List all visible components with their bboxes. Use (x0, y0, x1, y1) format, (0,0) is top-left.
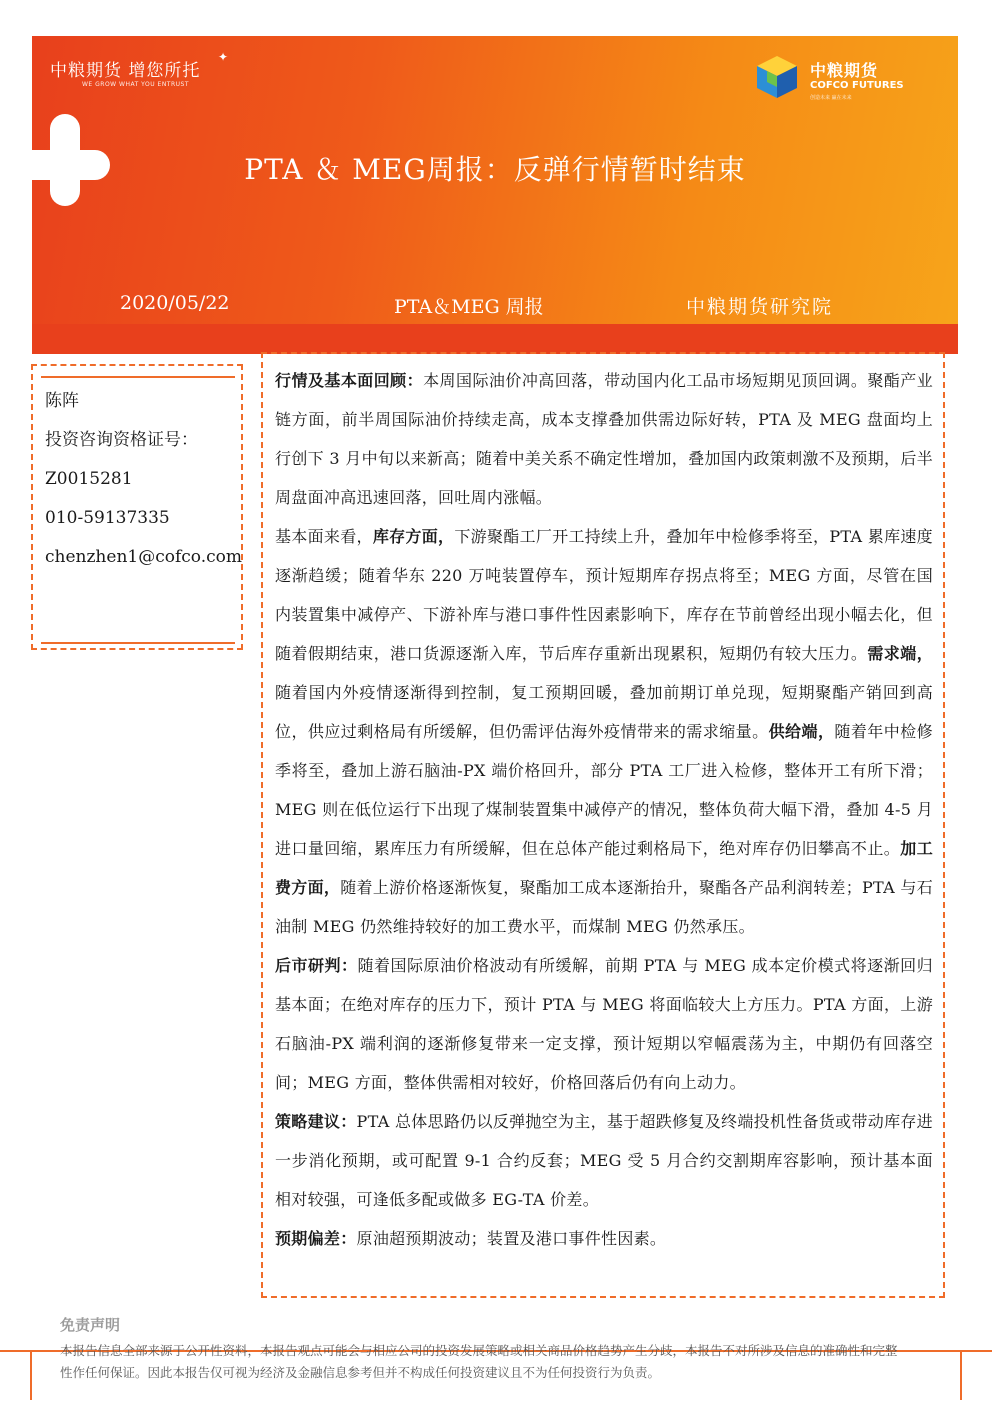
slogan: 中粮期货 增您所托 (50, 61, 201, 81)
paragraph-text: 随着国内外疫情逐渐得到控制，复工预期回暖，叠加前期订单兑现，短期聚酯产销回到高位，供应过剩格局有所缓解，但仍需评估海外疫情带来的需求缩量。 (275, 683, 933, 741)
paragraph-text: 原油超预期波动；装置及港口事件性因素。 (356, 1229, 667, 1248)
cube-logo-icon (754, 54, 800, 100)
logo-chinese: 中粮期货 (810, 61, 879, 80)
disclaimer-title: 免责声明 (60, 1316, 121, 1334)
author-email: chenzhen1@cofco.com (45, 547, 242, 567)
cert-number: Z0015281 (45, 469, 133, 489)
footer-rule-tick (30, 1350, 32, 1400)
slogan-block (50, 56, 200, 88)
banner-bottom-strip (32, 324, 958, 354)
report-date: 2020/05/22 (120, 292, 230, 314)
footer-rule-tick (960, 1350, 962, 1400)
section-heading: 库存方面， (372, 527, 455, 546)
summary-box (261, 352, 945, 1298)
summary-text (275, 361, 933, 1258)
author-details (45, 382, 242, 577)
paragraph-text: 随着上游价格逐渐恢复，聚酯加工成本逐渐抬升，聚酯各产品利润转差；PTA 与石油制 MEG 仍然维持较好的加工费水平，而煤制 MEG 仍然承压。 (275, 878, 934, 936)
report-title: PTA ＆ MEG周报：反弹行情暂时结束 (244, 153, 746, 186)
divider (41, 376, 235, 378)
outlook-paragraph (275, 946, 933, 1102)
section-heading: 需求端， (867, 644, 933, 663)
paragraph-text: 本周国际油价冲高回落，带动国内化工品市场短期见顶回调。聚酯产业链方面，前半周国际油价持续走高，成本支撑叠加供需边际好转，PTA 及 MEG 盘面均上行创下 3 月中旬以来新高；随着中美关系不确定性增加，叠加国内政策刺激不及预期，后半周盘面冲高迅速回落，回吐周内涨幅。 (275, 371, 933, 507)
paragraph-text: 随着国际原油价格波动有所缓解，前期 PTA 与 MEG 成本定价模式将逐渐回归基本面；在绝对库存的压力下，预计 PTA 与 MEG 将面临较大上方压力。PTA 方面，上游石脑油-PX 端利润的逐渐修复带来一定支撑，预计短期以窄幅震荡为主，中期仍有回落空间；MEG 方面，整体供需相对较好，价格回落后仍有向上动力。 (275, 956, 933, 1092)
report-type: PTA＆MEG 周报 (394, 296, 544, 318)
paragraph-text: PTA 总体思路仍以反弹抛空为主，基于超跌修复及终端投机性备货或带动库存进一步消化预期，或可配置 9-1 合约反套；MEG 受 5 月合约交割期库容影响，预计基本面相对较强，可逢低多配或做多 EG-TA 价差。 (275, 1112, 933, 1209)
paragraph-text: 随着年中检修季将至，叠加上游石脑油-PX 端价格回升，部分 PTA 工厂进入检修，整体开工有所下滑；MEG 则在低位运行下出现了煤制装置集中减停产的情况，整体负荷大幅下滑，叠加 4-5 月进口量回缩，累库压力有所缓解，但在总体产能过剩格局下，绝对库存仍旧攀高不止。 (275, 722, 933, 858)
disclaimer-text: 本报告信息全部来源于公开性资料，本报告观点可能会与相应公司的投资发展策略或相关商品价格趋势产生分歧，本报告不对所涉及信息的准确性和完整性作任何保证。因此本报告仅可视为经济及金融信息参考但并不构成任何投资建议且不为任何投资行为负责。 (60, 1343, 898, 1380)
cert-label: 投资咨询资格证号： (45, 430, 198, 450)
risk-paragraph (275, 1219, 933, 1258)
slogan-english: WE GROW WHAT YOU ENTRUST (82, 81, 190, 88)
company-logo (754, 54, 944, 106)
section-heading: 后市研判： (275, 956, 358, 975)
header-banner (32, 36, 958, 354)
paragraph-text: 基本面来看， (275, 527, 373, 546)
sparkle-icon: ✦ (218, 50, 229, 64)
logo-tagline: 创造未来 赢在未来 (810, 95, 852, 101)
section-heading: 行情及基本面回顾： (275, 371, 424, 390)
strategy-paragraph (275, 1102, 933, 1219)
paragraph-text: 下游聚酯工厂开工持续上升，叠加年中检修季将至，PTA 累库速度逐渐趋缓；随着华东 220 万吨装置停车，预计短期库存拐点将至；MEG 方面，尽管在国内装置集中减停产、下游补库与港口事件性因素影响下，库存在节前曾经出现小幅去化，但随着假期结束，港口货源逐渐入库，节后库存重新出现累积，短期仍有较大压力。 (275, 527, 933, 663)
research-institute: 中粮期货研究院 (686, 296, 834, 318)
section-heading: 供给端， (768, 722, 835, 741)
logo-english: COFCO FUTURES (810, 80, 904, 91)
divider (41, 642, 235, 644)
author-info-box (31, 364, 243, 650)
review-paragraph (275, 361, 933, 517)
section-heading: 预期偏差： (275, 1229, 357, 1248)
section-heading: 加工费方面， (275, 839, 933, 897)
fundamentals-paragraph (275, 517, 933, 946)
author-phone: 010-59137335 (45, 508, 170, 528)
author-name: 陈阵 (45, 391, 79, 411)
section-heading: 策略建议： (275, 1112, 357, 1131)
